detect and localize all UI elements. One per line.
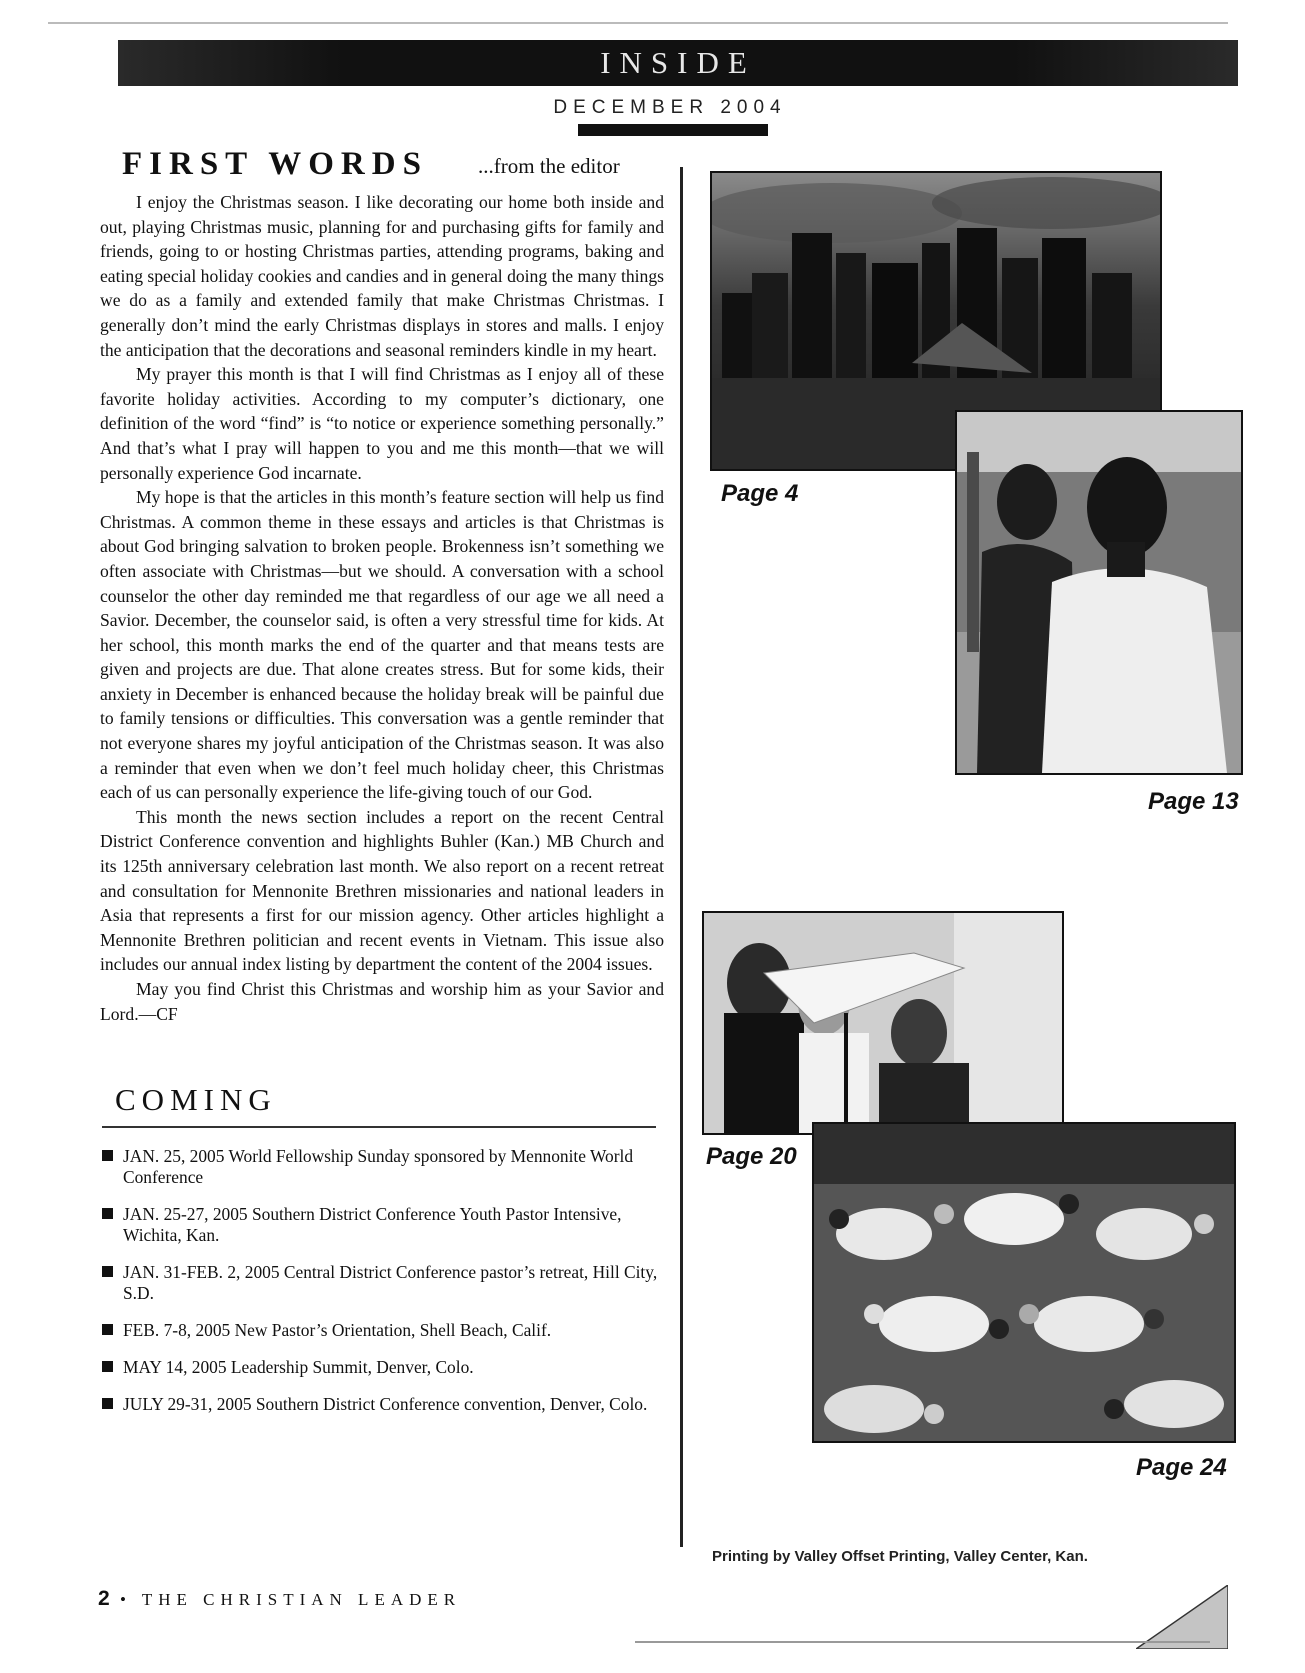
event-text: JULY 29-31, 2005 Southern District Conference convention, Denver, Colo.	[123, 1394, 648, 1414]
event-text: FEB. 7-8, 2005 New Pastor’s Orientation, Shell Beach, Calif.	[123, 1320, 552, 1340]
blessing-prayer-photo	[702, 911, 1064, 1135]
bottom-rule	[635, 1641, 1210, 1643]
footer-separator: •	[119, 1590, 132, 1609]
list-item	[100, 1204, 660, 1246]
square-bullet-icon	[102, 1324, 113, 1335]
top-rule	[48, 22, 1228, 24]
banquet-crowd-photo	[812, 1122, 1236, 1443]
coming-events-list	[100, 1146, 660, 1431]
issue-date: DECEMBER 2004	[553, 97, 787, 118]
event-text: JAN. 31-FEB. 2, 2005 Central District Conference pastor’s retreat, Hill City, S.D.	[123, 1262, 658, 1303]
square-bullet-icon	[102, 1208, 113, 1219]
coming-title: COMING	[115, 1082, 277, 1117]
first-words-subtitle: ...from the editor	[478, 154, 620, 178]
article-paragraph: May you find Christ this Christmas and worship him as your Savior and Lord.—CF	[100, 979, 664, 1024]
article-paragraph: My prayer this month is that I will find Christmas as I enjoy all of these favorite holiday activities. According to my computer’s dictionary, one definition of the word “find” is “to notice or experience something personally.” And that’s what I pray will happen to you and me this month—that we will personally experience God incarnate.	[100, 364, 664, 483]
article-paragraph: I enjoy the Christmas season. I like decorating our home both inside and out, playing Christmas music, planning for and purchasing gifts for family and friends, going to or hosting Christmas parties, attending programs, baking and eating special holiday cookies and candies and in general doing the many things we do as a family and extended family that make Christmas Christmas. I generally don’t mind the early Christmas displays in stores and malls. I enjoy the anticipation that the decorations and seasonal reminders kindle in my heart.	[100, 192, 664, 360]
date-underline-bar	[578, 124, 768, 136]
column-divider	[680, 167, 683, 1547]
list-item	[100, 1320, 660, 1341]
publication-name: THE CHRISTIAN LEADER	[141, 1590, 462, 1609]
printing-credit: Printing by Valley Offset Printing, Valley Center, Kan.	[712, 1548, 1088, 1565]
inside-header-band: INSIDE	[118, 40, 1238, 86]
editor-article	[100, 190, 664, 1026]
list-item	[100, 1146, 660, 1188]
square-bullet-icon	[102, 1398, 113, 1409]
page-number: 2	[98, 1587, 110, 1610]
event-text: JAN. 25, 2005 World Fellowship Sunday sponsored by Mennonite World Conference	[123, 1146, 634, 1187]
list-item	[100, 1262, 660, 1304]
square-bullet-icon	[102, 1266, 113, 1277]
page-13-label: Page 13	[1148, 788, 1239, 815]
list-item	[100, 1357, 660, 1378]
list-item	[100, 1394, 660, 1415]
corner-triangle-ornament	[1136, 1585, 1228, 1649]
two-boys-photo	[955, 410, 1243, 775]
coming-rule	[102, 1126, 656, 1128]
event-text: MAY 14, 2005 Leadership Summit, Denver, Colo.	[123, 1357, 474, 1377]
page-24-label: Page 24	[1136, 1454, 1227, 1481]
page-footer	[98, 1587, 461, 1611]
square-bullet-icon	[102, 1150, 113, 1161]
square-bullet-icon	[102, 1361, 113, 1372]
page-4-label: Page 4	[721, 480, 799, 507]
article-paragraph: This month the news section includes a report on the recent Central District Conference convention and highlights Buhler (Kan.) MB Church and its 125th anniversary celebration last month. We also report on a recent retreat and consultation for Mennonite Brethren missionaries and national leaders in Asia that represents a first for our mission agency. Other articles highlight a Mennonite Brethren politician and recent events in Vietnam. This issue also includes our annual index listing by department the content of the 2004 issues.	[100, 806, 664, 975]
article-paragraph: My hope is that the articles in this month’s feature section will help us find Christmas. A common theme in these essays and articles is that Christmas is about God bringing salvation to broken people. Brokenness isn’t something we often associate with Christmas—but we should. A conversation with a school counselor the other day reminded me that regardless of our age we all need a Savior. December, the counselor said, is often a very stressful time for kids. At her school, this month marks the end of the quarter and that means tests are given and projects are due. That alone creates stress. But for some kids, their anxiety in December is enhanced because the holiday break will be painful due to family tensions or difficulties. This conversation was a gentle reminder that not everyone shares my joyful anticipation of the Christmas season. It was also a reminder that even when we don’t feel much holiday cheer, this Christmas each of us can personally experience the life-giving touch of our God.	[100, 487, 664, 803]
event-text: JAN. 25-27, 2005 Southern District Conference Youth Pastor Intensive, Wichita, Kan.	[123, 1204, 622, 1245]
first-words-title: FIRST WORDS	[122, 146, 428, 182]
page-20-label: Page 20	[706, 1143, 797, 1170]
